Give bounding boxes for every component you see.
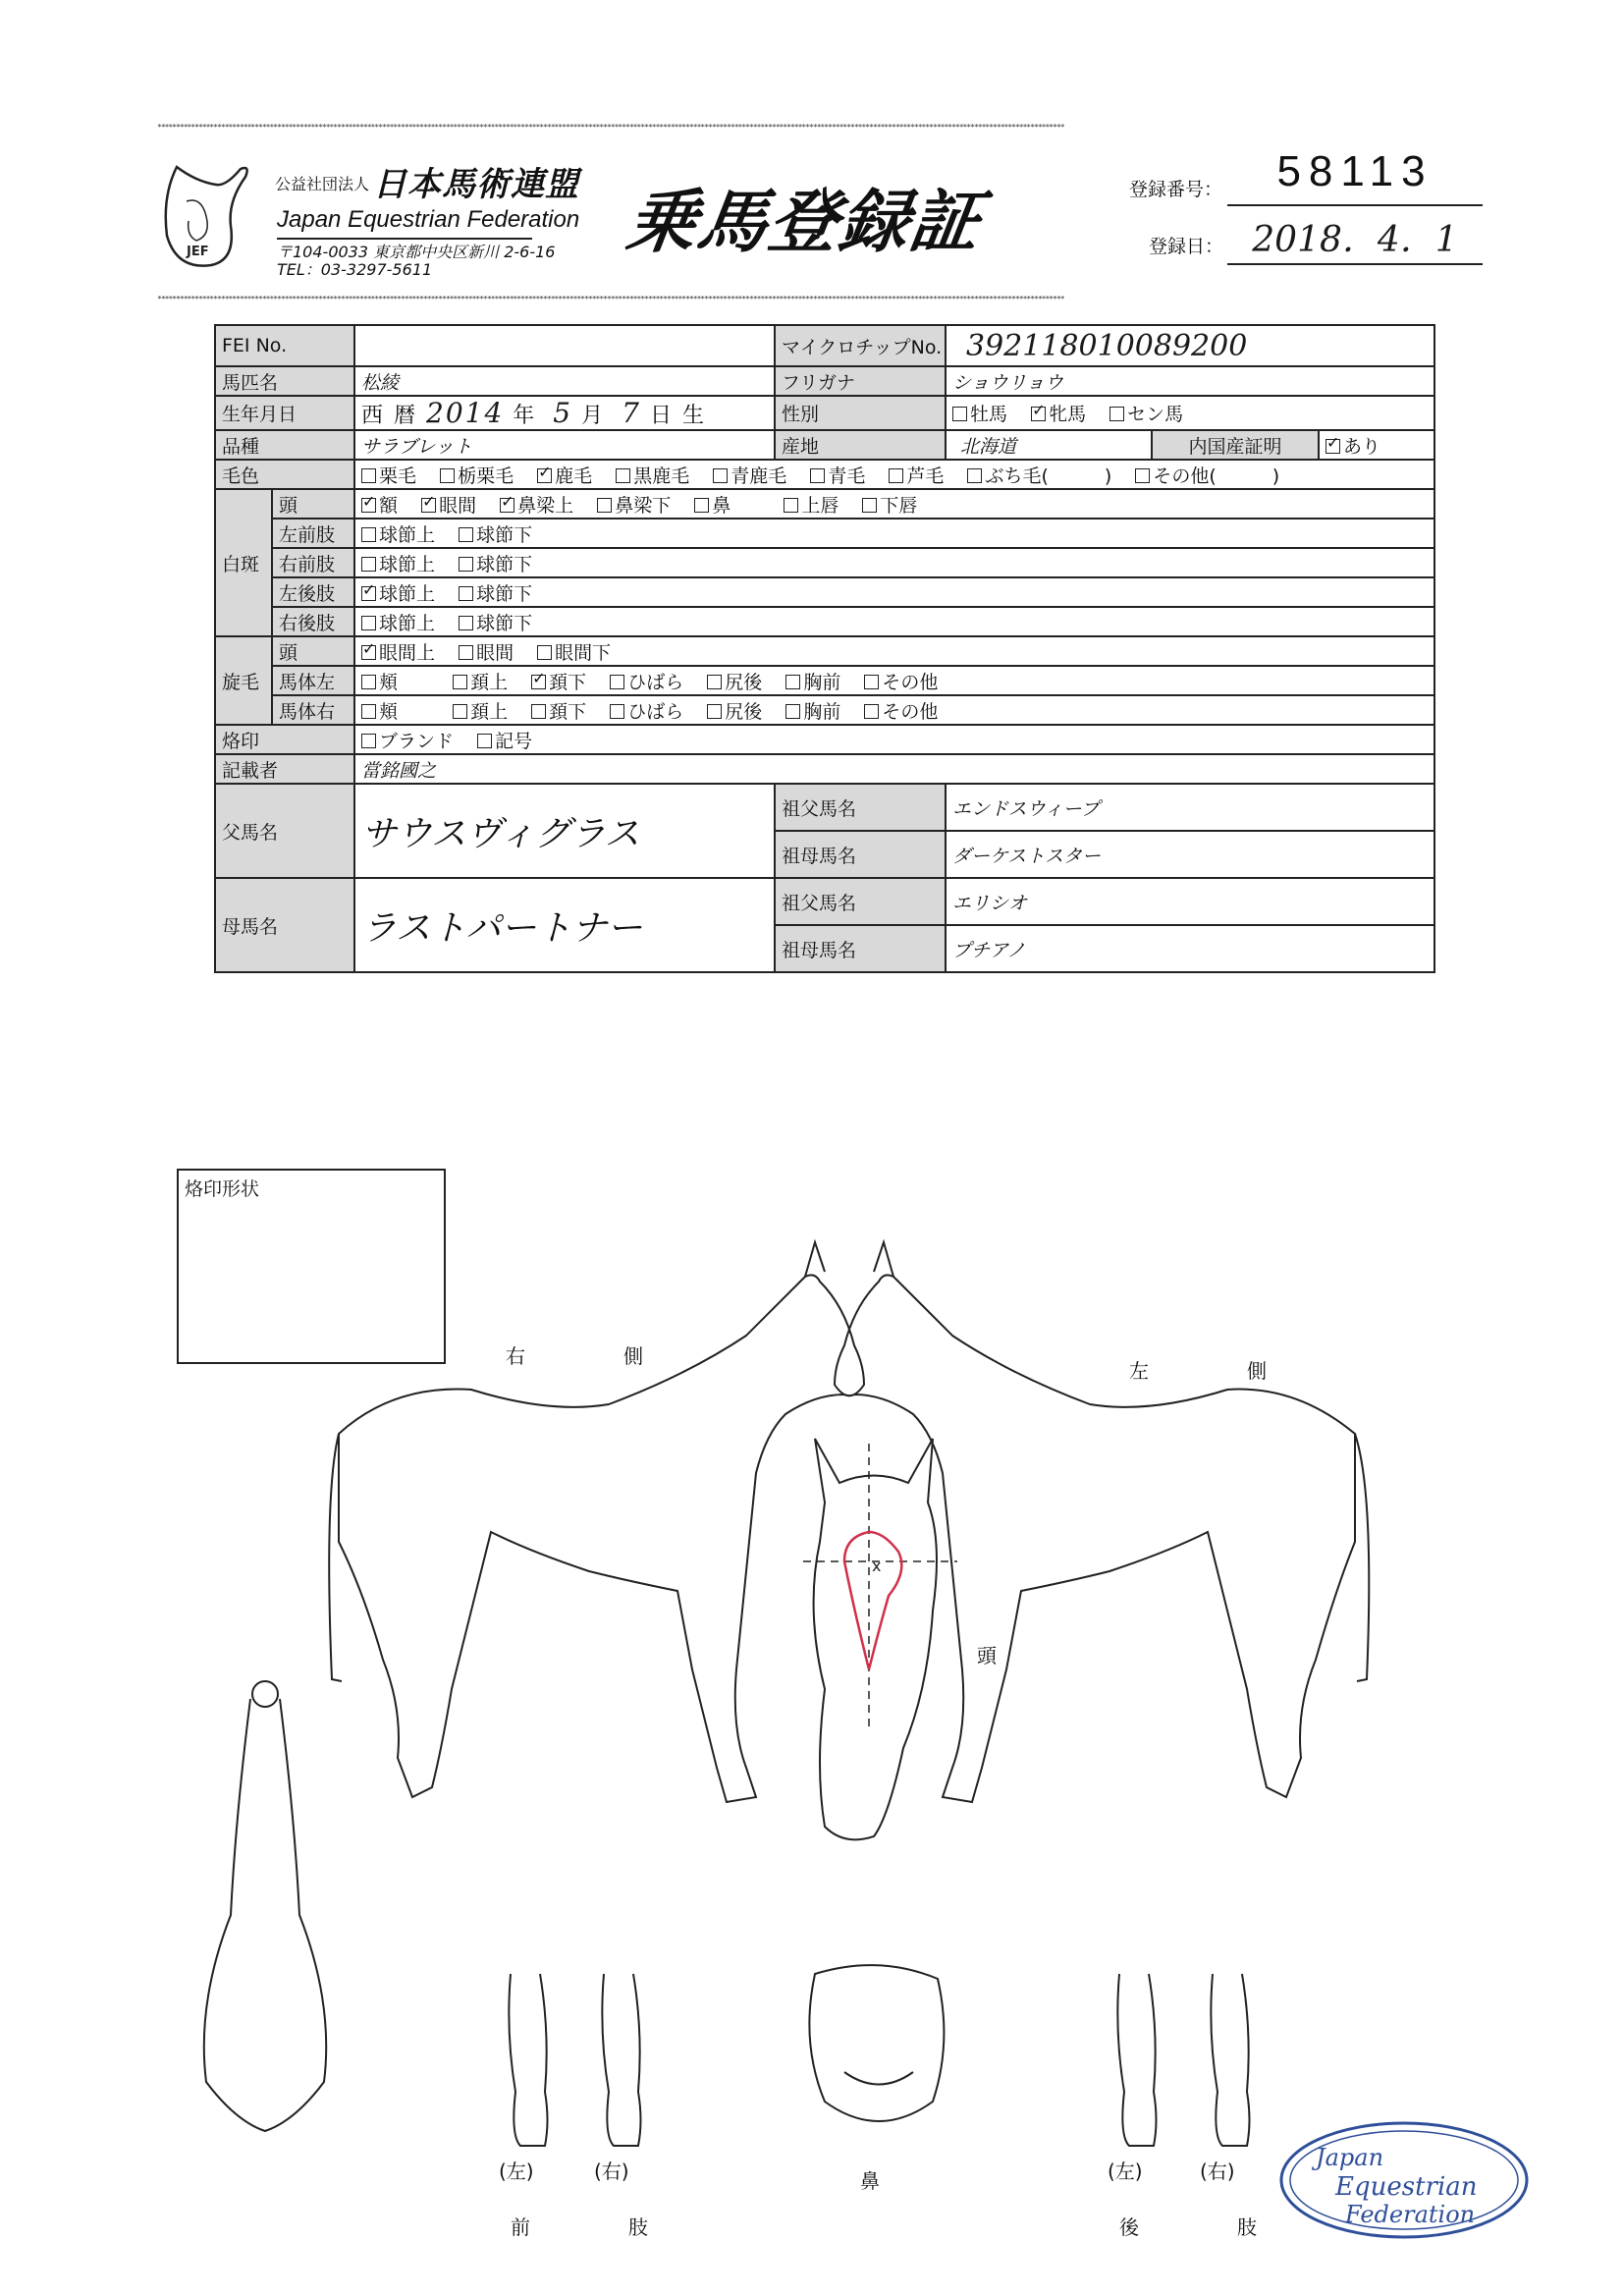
dam-field[interactable]: ラストパートナー xyxy=(354,878,775,972)
whorl-option[interactable]: 胸前 xyxy=(785,668,840,694)
whorl-part: 馬体右 xyxy=(272,695,354,725)
org-name-en: Japan Equestrian Federation xyxy=(277,206,580,233)
sire-grandsire-field[interactable]: エンドスウィープ xyxy=(946,784,1434,831)
reg-number: 58113 xyxy=(1227,147,1483,206)
white-marks-label: 白斑 xyxy=(215,489,272,636)
sex-option-mare[interactable]: ✓ 牝馬 xyxy=(1031,400,1086,426)
birth-day: 7 xyxy=(622,397,641,429)
whorl-option[interactable]: ✓ 頚下 xyxy=(531,668,586,694)
white-mark-option[interactable]: 下唇 xyxy=(862,491,917,518)
whorl-option[interactable]: ひばら xyxy=(610,697,683,724)
bottom-divider: ************************************************************************************************************************************************************************************************************************************************** xyxy=(157,295,1064,303)
coat-label: 毛色 xyxy=(215,460,354,489)
dam-granddam-field[interactable]: プチアノ xyxy=(946,925,1434,972)
reg-date-label: 登録日： xyxy=(1149,236,1224,257)
domestic-cert-label: 内国産証明 xyxy=(1152,430,1319,460)
whorl-option[interactable]: 頚上 xyxy=(453,668,508,694)
reg-number-label: 登録番号： xyxy=(1129,179,1223,200)
fore-legs-label: 前 肢 xyxy=(511,2215,668,2239)
top-divider: ************************************************************************************************************************************************************************************************************************************************** xyxy=(157,123,1064,132)
white-mark-outline-icon xyxy=(844,1532,901,1669)
white-mark-option[interactable]: ✓ 球節上 xyxy=(361,579,435,606)
hind-right-label: (右) xyxy=(1200,2159,1235,2183)
origin-field[interactable]: 北海道 xyxy=(946,430,1152,460)
recorder-label: 記載者 xyxy=(215,754,354,784)
coat-option[interactable]: 栗毛 xyxy=(361,462,416,488)
whorl-option[interactable]: 胸前 xyxy=(785,697,840,724)
sire-granddam-field[interactable]: ダーケストスター xyxy=(946,831,1434,878)
fore-legs-icon xyxy=(509,1974,640,2146)
brand-option[interactable]: ブランド xyxy=(361,727,454,753)
sire-grandsire-label: 祖父馬名 xyxy=(775,784,946,831)
white-mark-option[interactable]: ✓ 額 xyxy=(361,491,398,518)
org-name: 日本馬術連盟 xyxy=(373,165,579,204)
nose-icon xyxy=(809,1965,944,2121)
birth-date-field[interactable]: 西 暦 2014 年 5 月 7 日 生 xyxy=(354,396,775,430)
left-side-label: 左 側 xyxy=(1129,1359,1306,1383)
origin-label: 産地 xyxy=(775,430,946,460)
white-mark-part: 左前肢 xyxy=(272,519,354,548)
whorl-option[interactable]: 頬 xyxy=(361,668,398,694)
microchip-field[interactable]: 392118010089200 xyxy=(946,325,1434,366)
birth-month: 5 xyxy=(553,397,573,429)
fore-left-label: (左) xyxy=(499,2159,534,2183)
sex-label: 性別 xyxy=(775,396,946,430)
white-mark-option[interactable]: 球節下 xyxy=(459,520,532,547)
breed-label: 品種 xyxy=(215,430,354,460)
dam-grandsire-field[interactable]: エリシオ xyxy=(946,878,1434,925)
white-mark-option[interactable]: 球節下 xyxy=(459,579,532,606)
horse-name-label: 馬匹名 xyxy=(215,366,354,396)
furigana-field[interactable]: ショウリョウ xyxy=(946,366,1434,396)
coat-option[interactable]: 黒鹿毛 xyxy=(616,462,689,488)
white-mark-part: 左後肢 xyxy=(272,577,354,607)
sire-label: 父馬名 xyxy=(215,784,354,878)
head-label: 頭 xyxy=(977,1644,1036,1667)
white-mark-part: 頭 xyxy=(272,489,354,519)
horse-top-view-icon xyxy=(204,1681,326,2131)
svg-text:Japan: Japan xyxy=(1316,2144,1384,2171)
brand-label: 烙印 xyxy=(215,725,354,754)
sire-granddam-label: 祖母馬名 xyxy=(775,831,946,878)
brand-option[interactable]: 記号 xyxy=(477,727,532,753)
whorl-option[interactable]: 眼間 xyxy=(459,638,514,665)
coat-option[interactable]: ぶち毛( ) xyxy=(967,462,1111,488)
whorl-option[interactable]: 頬 xyxy=(361,697,398,724)
breed-field[interactable]: サラブレット xyxy=(354,430,775,460)
domestic-cert-option[interactable]: ✓ あり xyxy=(1319,430,1434,460)
hind-legs-label: 後 肢 xyxy=(1119,2215,1276,2239)
whorl-option[interactable]: ✓ 眼間上 xyxy=(361,638,435,665)
horse-head-front-icon xyxy=(803,1439,957,1839)
whorl-marker-icon: x xyxy=(872,1557,882,1575)
white-mark-option[interactable]: 球節上 xyxy=(361,609,435,635)
sex-option-gelding[interactable]: セン馬 xyxy=(1109,400,1183,426)
dam-granddam-label: 祖母馬名 xyxy=(775,925,946,972)
whorl-option[interactable]: その他 xyxy=(864,697,938,724)
sex-option-stallion[interactable]: 牡馬 xyxy=(952,400,1007,426)
hind-left-label: (左) xyxy=(1108,2159,1143,2183)
svg-text:Equestrian: Equestrian xyxy=(1335,2172,1478,2202)
recorder-field[interactable]: 當銘國之 xyxy=(354,754,1434,784)
org-address: 〒104-0033 東京都中央区新川 2-6-16 TEL：03-3297-5611 xyxy=(277,243,556,279)
fore-right-label: (右) xyxy=(594,2159,629,2183)
jef-stamp-icon xyxy=(1276,2116,1532,2244)
white-mark-option[interactable]: 鼻 xyxy=(694,491,730,518)
birth-date-label: 生年月日 xyxy=(215,396,354,430)
white-mark-part: 右前肢 xyxy=(272,548,354,577)
whorl-option[interactable]: ひばら xyxy=(610,668,683,694)
white-mark-option[interactable]: ✓ 鼻梁上 xyxy=(500,491,573,518)
white-mark-option[interactable]: 球節上 xyxy=(361,520,435,547)
microchip-label: マイクロチップNo. xyxy=(775,325,946,366)
furigana-label: フリガナ xyxy=(775,366,946,396)
birth-year: 2014 xyxy=(426,397,505,429)
white-mark-option[interactable]: 上唇 xyxy=(784,491,839,518)
whorl-option[interactable]: その他 xyxy=(864,668,938,694)
white-mark-option[interactable]: 球節下 xyxy=(459,550,532,576)
whorl-option[interactable]: 眼間下 xyxy=(537,638,611,665)
coat-option[interactable]: ✓ 鹿毛 xyxy=(537,462,592,488)
coat-option[interactable]: その他( ) xyxy=(1135,462,1279,488)
reg-date: 2018．4．1 xyxy=(1227,212,1483,265)
white-mark-part: 右後肢 xyxy=(272,607,354,636)
sire-field[interactable]: サウスヴィグラス xyxy=(354,784,775,878)
dam-grandsire-label: 祖父馬名 xyxy=(775,878,946,925)
coat-option[interactable]: 青鹿毛 xyxy=(713,462,786,488)
coat-option[interactable]: 芦毛 xyxy=(889,462,944,488)
svg-text:Federation: Federation xyxy=(1345,2201,1476,2228)
whorls-label: 旋毛 xyxy=(215,636,272,725)
white-mark-option[interactable]: ✓ 眼間 xyxy=(421,491,476,518)
whorl-part: 馬体左 xyxy=(272,666,354,695)
right-side-label: 右 側 xyxy=(506,1344,682,1368)
brand-shape-label: 烙印形状 xyxy=(185,1178,260,1200)
svg-text:JEF: JEF xyxy=(187,245,209,259)
nose-label: 鼻 xyxy=(860,2169,919,2193)
dam-label: 母馬名 xyxy=(215,878,354,972)
coat-option[interactable]: 栃栗毛 xyxy=(440,462,514,488)
whorl-option[interactable]: 頚下 xyxy=(531,697,586,724)
white-mark-option[interactable]: 鼻梁下 xyxy=(597,491,671,518)
white-mark-option[interactable]: 球節下 xyxy=(459,609,532,635)
whorl-part: 頭 xyxy=(272,636,354,666)
whorl-option[interactable]: 尻後 xyxy=(707,668,762,694)
org-type: 公益社団法人 xyxy=(275,175,370,193)
whorl-option[interactable]: 尻後 xyxy=(707,697,762,724)
horse-name-field[interactable]: 松綾 xyxy=(354,366,775,396)
document-title: 乗馬登録証 xyxy=(622,182,987,262)
horse-right-side-icon xyxy=(329,1242,864,1802)
hind-legs-icon xyxy=(1117,1974,1249,2146)
coat-option[interactable]: 青毛 xyxy=(810,462,865,488)
white-mark-option[interactable]: 球節上 xyxy=(361,550,435,576)
whorl-option[interactable]: 頚上 xyxy=(453,697,508,724)
fei-no-label: FEI No. xyxy=(215,325,354,366)
